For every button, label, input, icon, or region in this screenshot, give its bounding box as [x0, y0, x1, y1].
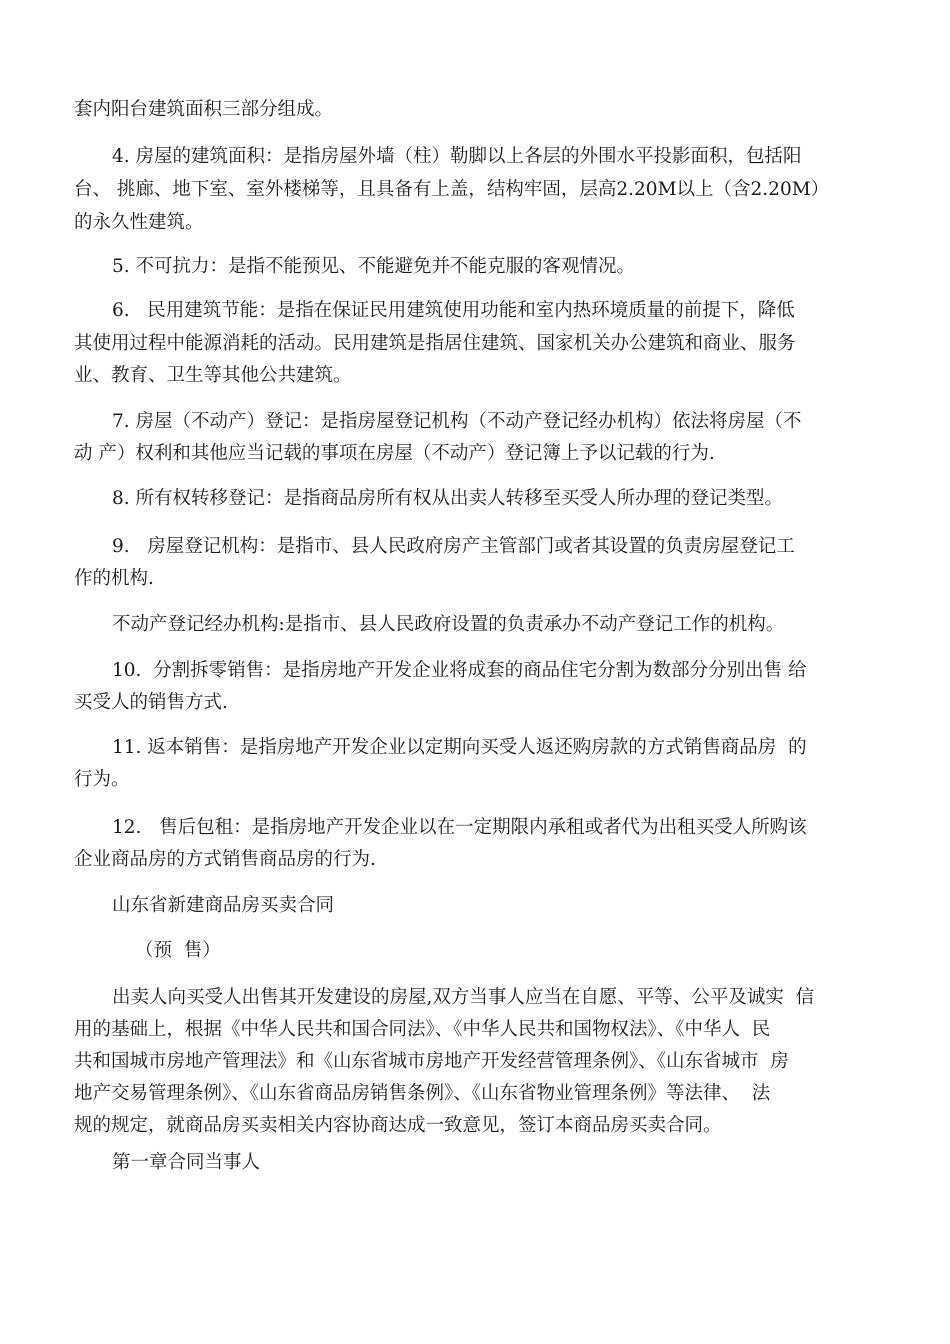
text-line: 11. 返本销售：是指房地产开发企业以定期向买受人返还购房款的方式销售商品房 的 [112, 737, 807, 758]
text-line: 台、 挑廊、地下室、室外楼梯等，且具备有上盖，结构牢固，层高2.20M以上（含2.20M） [74, 179, 830, 200]
text-line: 作的机构. [74, 568, 154, 589]
document-subheading: （预 售） [135, 940, 221, 961]
text-line: 12. 售后包租：是指房地产开发企业以在一定期限内承租或者代为出租买受人所购该 [112, 817, 807, 838]
text-line: 动 产）权利和其他应当记载的事项在房屋（不动产）登记簿上予以记载的行为. [74, 443, 715, 464]
text-line: 7. 房屋（不动产）登记：是指房屋登记机构（不动产登记经办机构）依法将房屋（不 [112, 411, 802, 432]
text-line: 行为。 [74, 769, 130, 790]
text-line: 的永久性建筑。 [74, 212, 204, 233]
text-line: 企业商品房的方式销售商品房的行为. [74, 849, 376, 870]
text-line: 5. 不可抗力：是指不能预见、不能避免并不能克服的客观情况。 [112, 256, 636, 277]
text-line: 9. 房屋登记机构：是指市、县人民政府房产主管部门或者其设置的负责房屋登记工 [112, 536, 795, 557]
text-line: 买受人的销售方式. [74, 692, 228, 713]
text-line: 不动产登记经办机构:是指市、县人民政府设置的负责承办不动产登记工作的机构。 [112, 614, 785, 635]
text-line: 出卖人向买受人出售其开发建设的房屋,双方当事人应当在自愿、平等、公平及诚实 信 [112, 987, 815, 1008]
text-line: 用的基础上，根据《中华人民共和国合同法》、《中华人民共和国物权法》、《中华人 民 [74, 1019, 771, 1040]
text-line: 10. 分割拆零销售：是指房地产开发企业将成套的商品住宅分割为数部分分别出售 给 [112, 660, 807, 681]
text-line: 套内阳台建筑面积三部分组成。 [74, 99, 334, 120]
text-line: 地产交易管理条例》、《山东省商品房销售条例》、《山东省物业管理条例》等法律、 法 [74, 1083, 771, 1104]
text-line: 8. 所有权转移登记：是指商品房所有权从出卖人转移至买受人所办理的登记类型。 [112, 488, 784, 509]
text-line: 其使用过程中能源消耗的活动。民用建筑是指居住建筑、国家机关办公建筑和商业、服务 [74, 333, 796, 354]
text-line: 共和国城市房地产管理法》和《山东省城市房地产开发经营管理条例》、《山东省城市 房 [74, 1051, 789, 1072]
text-line: 6. 民用建筑节能：是指在保证民用建筑使用功能和室内热环境质量的前提下，降低 [112, 300, 795, 321]
text-line: 4. 房屋的建筑面积：是指房屋外墙（柱）勒脚以上各层的外围水平投影面积，包括阳 [112, 146, 802, 167]
chapter-heading: 第一章合同当事人 [112, 1152, 261, 1173]
document-heading: 山东省新建商品房买卖合同 [112, 895, 335, 916]
text-line: 业、教育、卫生等其他公共建筑。 [74, 365, 352, 386]
text-line: 规的规定，就商品房买卖相关内容协商达成一致意见，签订本商品房买卖合同。 [74, 1115, 722, 1136]
